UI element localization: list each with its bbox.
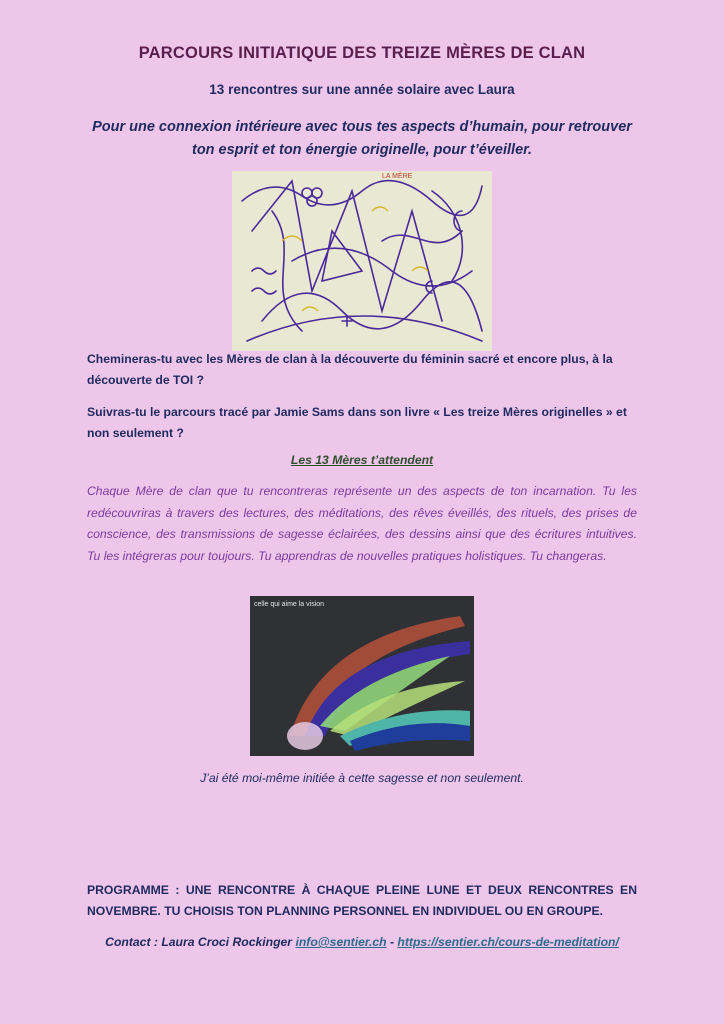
question-2: Suivras-tu le parcours tracé par Jamie Sams dans son livre « Les treize Mères originelles » et non seulement ? (87, 405, 627, 440)
website-link[interactable]: https://sentier.ch/cours-de-meditation/ (397, 935, 619, 949)
contact-separator: - (389, 935, 395, 949)
section-heading: Les 13 Mères t’attendent (290, 453, 434, 467)
intro-text: Pour une connexion intérieure avec tous tes aspects d’humain, pour retrouver ton esprit et ton énergie originelle, pour t’éveiller. (92, 119, 632, 158)
initiated-line: J’ai été moi-même initiée à cette sagesse et non seulement. (200, 771, 524, 785)
question-1: Chemineras-tu avec les Mères de clan à la découverte du féminin sacré et encore plus, à la découverte de TOI ? (87, 352, 613, 387)
contact-label: Contact : Laura Croci Rockinger (105, 935, 293, 949)
body-paragraph: Chaque Mère de clan que tu rencontreras représente un des aspects de ton incarnation. Tu les redécouvriras à travers des lectures, des méditations, des rêves éveillés, des rituels, des prises de conscience, des transmissions de sagesse éclairées, des dessins ainsi que des écritures intuitives. Tu les intégreras pour toujours. Tu apprendras de nouvelles pratiques holistiques. Tu changeras. (87, 484, 637, 563)
email-link[interactable]: info@sentier.ch (295, 935, 387, 949)
chalk-drawing-image (250, 596, 474, 756)
page-title: PARCOURS INITIATIQUE DES TREIZE MÈRES DE CLAN (138, 44, 586, 62)
program-text: PROGRAMME : UNE RENCONTRE À CHAQUE PLEINE LUNE ET DEUX RENCONTRES EN NOVEMBRE. TU CHOISIS TON PLANNING PERSONNEL EN INDIVIDUEL OU EN GROUPE. (87, 883, 637, 918)
abstract-drawing-image (232, 171, 492, 351)
contact-line (0, 935, 724, 949)
page-subtitle: 13 rencontres sur une année solaire avec Laura (209, 82, 515, 97)
svg-text:LA MÈRE: LA MÈRE (382, 173, 413, 180)
drawing-caption: celle qui aime la vision (254, 601, 325, 608)
